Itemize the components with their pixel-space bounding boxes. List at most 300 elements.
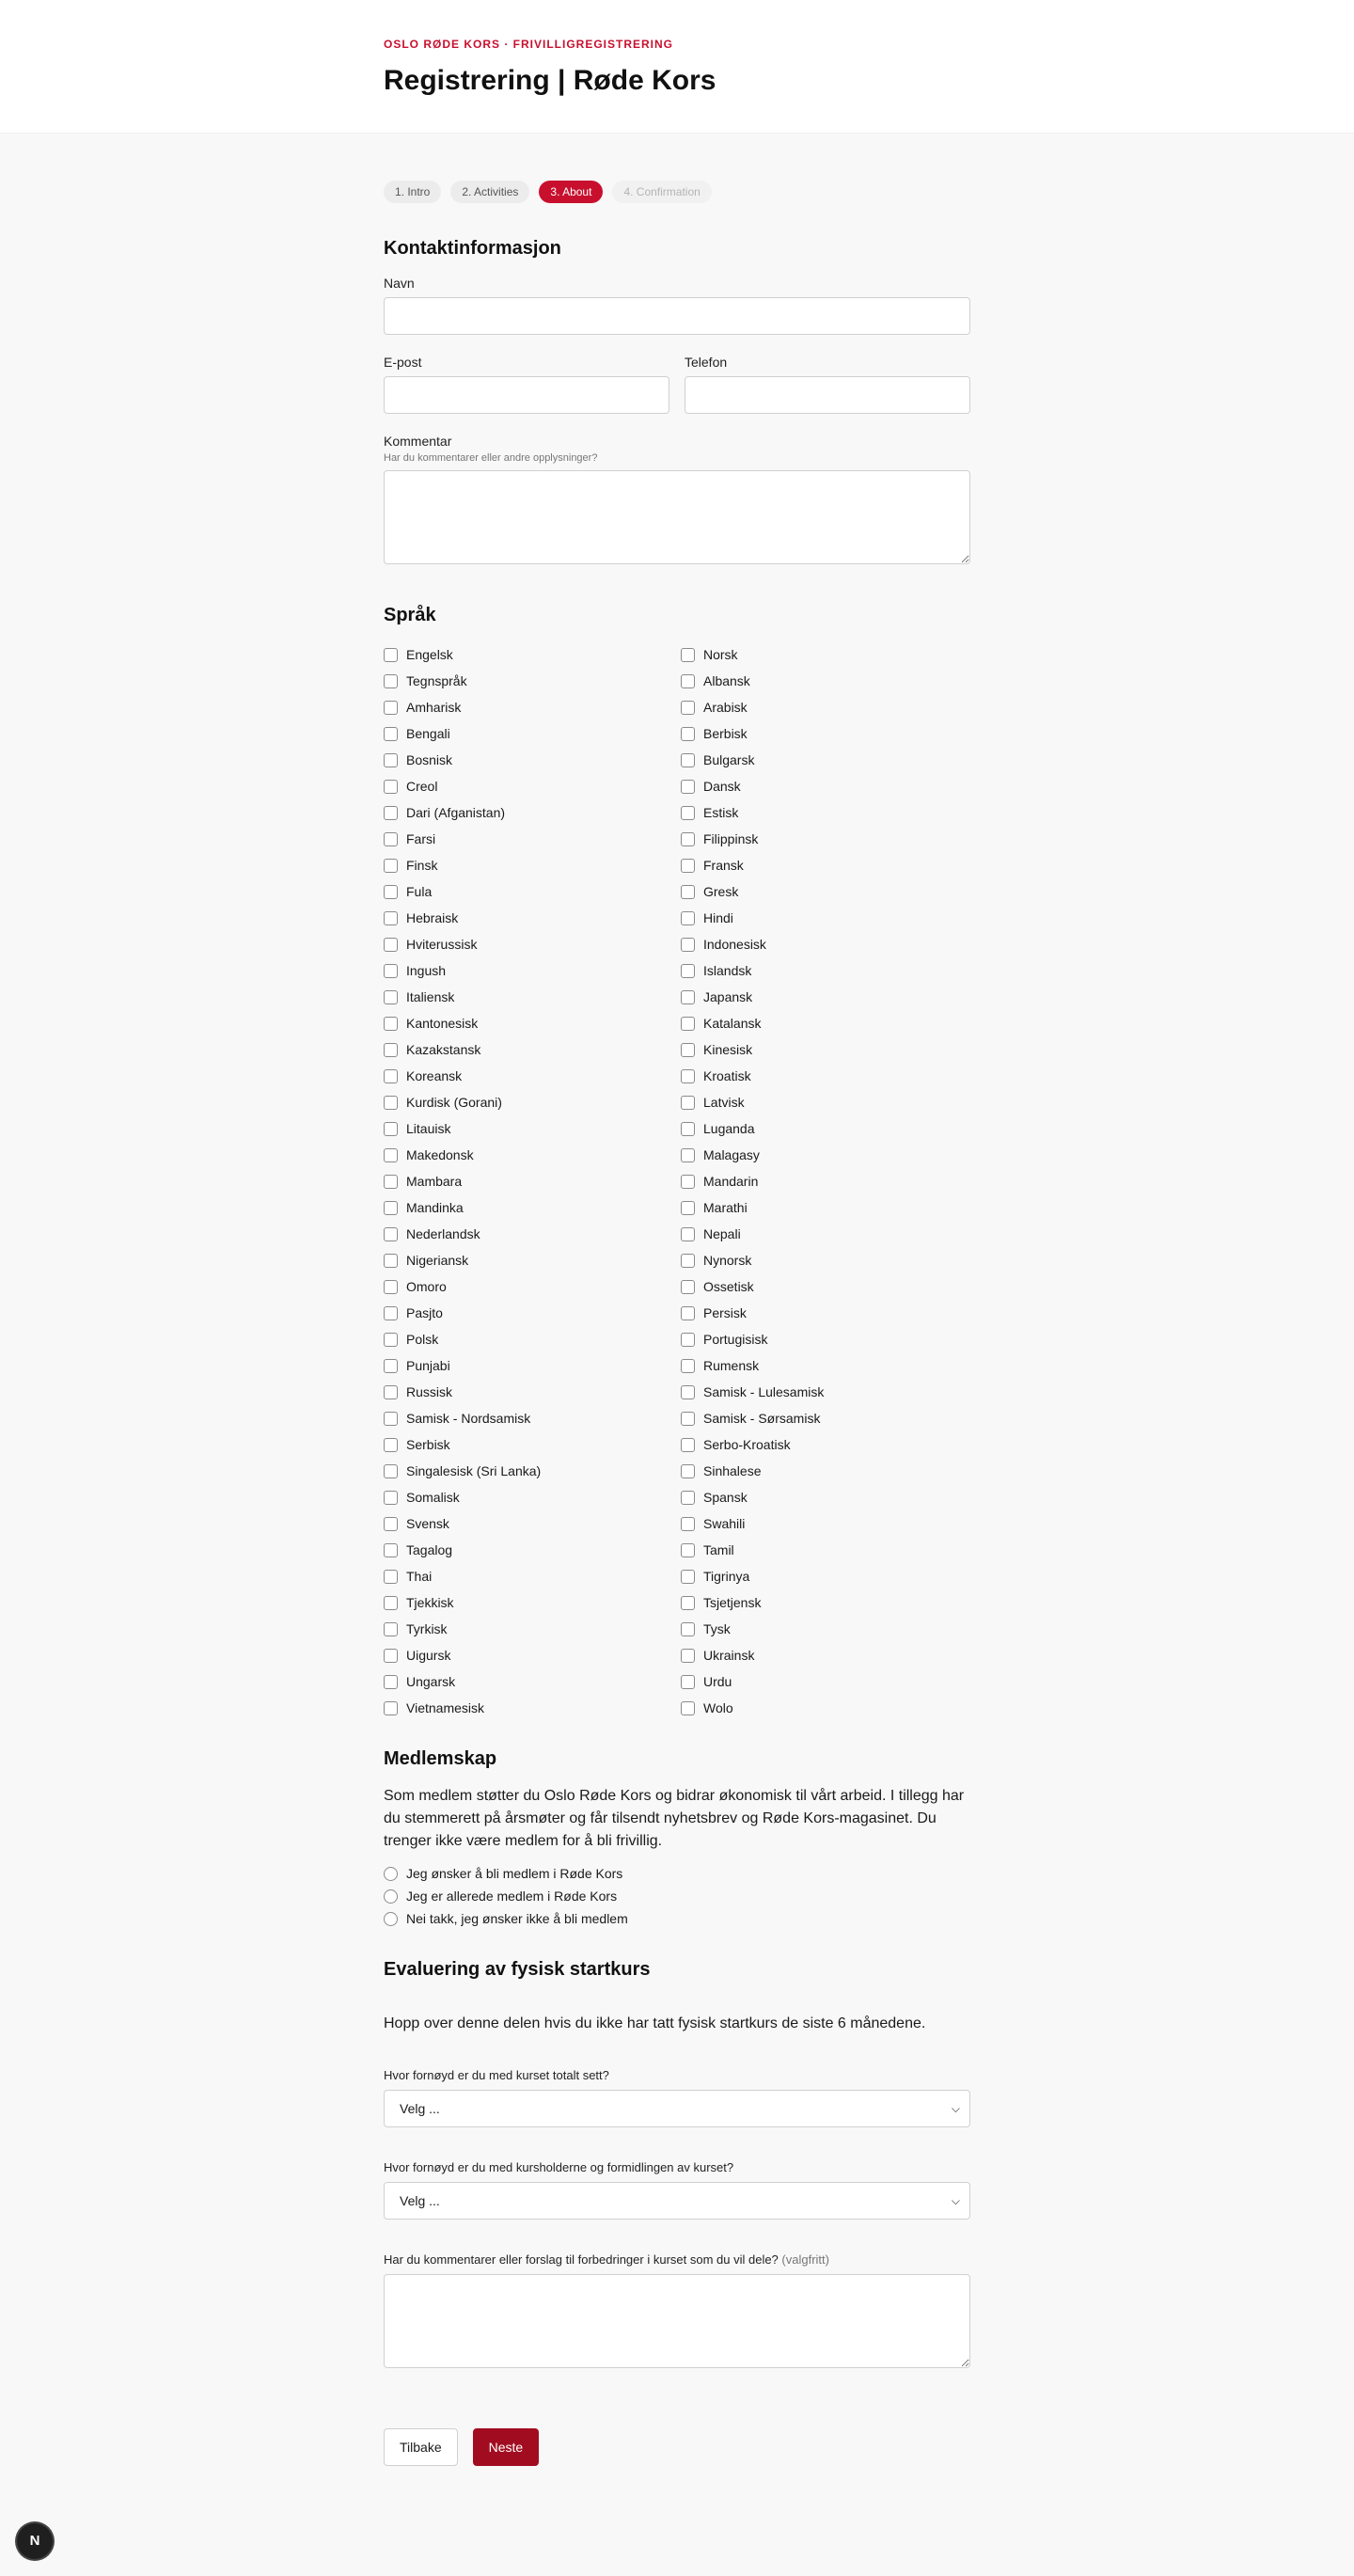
language-checkbox-item[interactable] bbox=[681, 878, 970, 905]
checkbox[interactable] bbox=[384, 753, 398, 767]
language-checkbox-item[interactable] bbox=[681, 1563, 970, 1589]
language-checkbox-item[interactable] bbox=[384, 1352, 681, 1379]
language-checkbox-item[interactable] bbox=[681, 852, 970, 878]
checkbox[interactable] bbox=[681, 1096, 695, 1110]
language-checkbox-item[interactable] bbox=[681, 1616, 970, 1642]
q2-select[interactable] bbox=[384, 2182, 970, 2220]
email-phone-row bbox=[384, 354, 970, 414]
checkbox-label: Serbo-Kroatisk bbox=[703, 1437, 791, 1452]
checkbox-label: Samisk - Lulesamisk bbox=[703, 1384, 825, 1399]
checkbox-label: Kinesisk bbox=[703, 1042, 753, 1057]
checkbox[interactable] bbox=[384, 1675, 398, 1689]
checkbox[interactable] bbox=[384, 1543, 398, 1557]
language-checkbox-item[interactable] bbox=[681, 1168, 970, 1194]
checkbox[interactable] bbox=[384, 1306, 398, 1320]
checkbox[interactable] bbox=[681, 1017, 695, 1031]
language-checkbox-item[interactable] bbox=[681, 1431, 970, 1458]
membership-option-join[interactable] bbox=[384, 1862, 970, 1885]
checkbox[interactable] bbox=[384, 1122, 398, 1136]
step-intro[interactable]: 1. Intro bbox=[384, 181, 441, 203]
language-checkbox-item[interactable] bbox=[384, 1194, 681, 1221]
checkbox-label: Persisk bbox=[703, 1305, 747, 1320]
q1-field-group bbox=[384, 2067, 970, 2127]
language-checkbox-item[interactable] bbox=[681, 1589, 970, 1616]
checkbox[interactable] bbox=[681, 1491, 695, 1505]
checkbox-label: Latvisk bbox=[703, 1095, 745, 1110]
membership-radio-group bbox=[384, 1862, 970, 1930]
checkbox[interactable] bbox=[681, 1517, 695, 1531]
language-checkbox-item[interactable] bbox=[384, 1036, 681, 1063]
radio-label: Jeg ønsker å bli medlem i Røde Kors bbox=[406, 1866, 623, 1881]
checkbox[interactable] bbox=[384, 1412, 398, 1426]
language-checkbox-item[interactable] bbox=[384, 1379, 681, 1405]
checkbox[interactable] bbox=[681, 1543, 695, 1557]
comment-field-group bbox=[384, 433, 970, 564]
languages-heading: Språk bbox=[384, 605, 436, 625]
checkbox[interactable] bbox=[681, 1043, 695, 1057]
checkbox-label: Nepali bbox=[703, 1226, 741, 1241]
checkbox[interactable] bbox=[384, 674, 398, 688]
back-button[interactable]: Tilbake bbox=[384, 2428, 458, 2466]
checkbox-label: Luganda bbox=[703, 1121, 755, 1136]
checkbox-label: Marathi bbox=[703, 1200, 748, 1215]
language-checkbox-item[interactable] bbox=[681, 1352, 970, 1379]
checkbox-label: Omoro bbox=[406, 1279, 447, 1294]
checkbox-label: Sinhalese bbox=[703, 1463, 762, 1478]
checkbox[interactable] bbox=[384, 1491, 398, 1505]
language-checkbox-item[interactable] bbox=[384, 747, 681, 773]
checkbox-label: Japansk bbox=[703, 989, 753, 1004]
q3-field-group bbox=[384, 2252, 970, 2368]
email-input[interactable] bbox=[384, 376, 669, 414]
membership-option-existing[interactable] bbox=[384, 1885, 970, 1907]
language-checkbox-item[interactable] bbox=[384, 1326, 681, 1352]
language-checkbox-item[interactable] bbox=[384, 668, 681, 694]
language-checkbox-item[interactable] bbox=[384, 1168, 681, 1194]
main-content bbox=[384, 181, 970, 2466]
checkbox[interactable] bbox=[681, 780, 695, 794]
checkbox[interactable] bbox=[384, 832, 398, 846]
checkbox[interactable] bbox=[681, 1385, 695, 1399]
checkbox-label: Tigrinya bbox=[703, 1569, 750, 1584]
checkbox-label: Tjekkisk bbox=[406, 1595, 454, 1610]
checkbox[interactable] bbox=[681, 1464, 695, 1478]
language-checkbox-item[interactable] bbox=[384, 694, 681, 720]
checkbox[interactable] bbox=[681, 1069, 695, 1083]
q3-label: Har du kommentarer eller forslag til forbedringer i kurset som du vil dele? bbox=[384, 2252, 779, 2267]
checkbox[interactable] bbox=[384, 1175, 398, 1189]
name-label: Navn bbox=[384, 276, 415, 291]
language-checkbox-item[interactable] bbox=[384, 720, 681, 747]
language-checkbox-item[interactable] bbox=[681, 957, 970, 984]
language-checkbox-item[interactable] bbox=[681, 1036, 970, 1063]
checkbox-label: Finsk bbox=[406, 858, 438, 873]
language-checkbox-item[interactable] bbox=[681, 1063, 970, 1089]
checkbox-label: Makedonsk bbox=[406, 1147, 474, 1162]
language-checkbox-item[interactable] bbox=[384, 878, 681, 905]
language-checkbox-item[interactable] bbox=[681, 984, 970, 1010]
checkbox-label: Fula bbox=[406, 884, 433, 899]
language-checkbox-item[interactable] bbox=[681, 1300, 970, 1326]
checkbox[interactable] bbox=[384, 780, 398, 794]
checkbox-label: Tegnspråk bbox=[406, 673, 467, 688]
checkbox-label: Ungarsk bbox=[406, 1674, 456, 1689]
checkbox[interactable] bbox=[384, 1517, 398, 1531]
checkbox-label: Kurdisk (Gorani) bbox=[406, 1095, 502, 1110]
checkbox[interactable] bbox=[681, 1649, 695, 1663]
checkbox[interactable] bbox=[681, 1148, 695, 1162]
checkbox-label: Nederlandsk bbox=[406, 1226, 480, 1241]
checkbox-label: Tsjetjensk bbox=[703, 1595, 762, 1610]
checkbox-label: Katalansk bbox=[703, 1016, 762, 1031]
checkbox[interactable] bbox=[681, 885, 695, 899]
checkbox[interactable] bbox=[681, 1227, 695, 1241]
language-checkbox-item[interactable] bbox=[681, 1142, 970, 1168]
checkbox[interactable] bbox=[384, 1069, 398, 1083]
checkbox-label: Vietnamesisk bbox=[406, 1700, 485, 1715]
checkbox[interactable] bbox=[384, 938, 398, 952]
language-checkbox-item[interactable] bbox=[681, 1642, 970, 1668]
checkbox-label: Tamil bbox=[703, 1542, 734, 1557]
q2-select-value: Velg ... bbox=[400, 2193, 440, 2208]
checkbox-label: Hindi bbox=[703, 910, 733, 925]
checkbox-label: Estisk bbox=[703, 805, 739, 820]
checkbox-label: Samisk - Nordsamisk bbox=[406, 1411, 531, 1426]
checkbox-label: Tyrkisk bbox=[406, 1621, 448, 1636]
checkbox-label: Hebraisk bbox=[406, 910, 459, 925]
checkbox-label: Koreansk bbox=[406, 1068, 463, 1083]
radio-circle[interactable] bbox=[384, 1867, 398, 1881]
language-checkbox-item[interactable] bbox=[681, 931, 970, 957]
language-checkbox-item[interactable] bbox=[681, 905, 970, 931]
checkbox[interactable] bbox=[681, 727, 695, 741]
email-label: E-post bbox=[384, 355, 422, 370]
checkbox-label: Tagalog bbox=[406, 1542, 453, 1557]
language-checkbox-item[interactable] bbox=[384, 1115, 681, 1142]
radio-label: Jeg er allerede medlem i Røde Kors bbox=[406, 1889, 618, 1904]
step-activities[interactable]: 2. Activities bbox=[450, 181, 529, 203]
checkbox-label: Samisk - Sørsamisk bbox=[703, 1411, 821, 1426]
language-checkbox-item[interactable] bbox=[384, 1142, 681, 1168]
checkbox-label: Kroatisk bbox=[703, 1068, 751, 1083]
checkbox-label: Engelsk bbox=[406, 647, 453, 662]
checkbox[interactable] bbox=[681, 1701, 695, 1715]
checkbox[interactable] bbox=[681, 1306, 695, 1320]
languages-checkbox-grid bbox=[384, 641, 970, 1721]
checkbox-label: Portugisisk bbox=[703, 1332, 768, 1347]
checkbox[interactable] bbox=[681, 1622, 695, 1636]
language-checkbox-item[interactable] bbox=[384, 1431, 681, 1458]
checkbox-label: Bosnisk bbox=[406, 752, 453, 767]
checkbox[interactable] bbox=[384, 911, 398, 925]
checkbox-label: Islandsk bbox=[703, 963, 752, 978]
checkbox[interactable] bbox=[384, 1017, 398, 1031]
checkbox-label: Somalisk bbox=[406, 1490, 460, 1505]
checkbox[interactable] bbox=[384, 859, 398, 873]
checkbox-label: Dari (Afganistan) bbox=[406, 805, 506, 820]
evaluation-intro: Hopp over denne delen hvis du ikke har tatt fysisk startkurs de siste 6 månedene. bbox=[384, 2015, 926, 2031]
language-checkbox-item[interactable] bbox=[681, 1326, 970, 1352]
language-checkbox-item[interactable] bbox=[384, 1063, 681, 1089]
q3-optional-tag: (valgfritt) bbox=[781, 2252, 829, 2267]
checkbox-label: Punjabi bbox=[406, 1358, 450, 1373]
language-checkbox-item[interactable] bbox=[384, 1300, 681, 1326]
checkbox-label: Spansk bbox=[703, 1490, 748, 1505]
checkbox[interactable] bbox=[681, 990, 695, 1004]
checkbox-label: Malagasy bbox=[703, 1147, 760, 1162]
step-about[interactable]: 3. About bbox=[539, 181, 603, 203]
checkbox-label: Bengali bbox=[406, 726, 450, 741]
q1-label: Hvor fornøyd er du med kurset totalt sett? bbox=[384, 2068, 609, 2082]
checkbox-label: Kantonesisk bbox=[406, 1016, 479, 1031]
checkbox[interactable] bbox=[384, 885, 398, 899]
checkbox[interactable] bbox=[681, 1175, 695, 1189]
checkbox-label: Albansk bbox=[703, 673, 750, 688]
checkbox[interactable] bbox=[384, 1438, 398, 1452]
language-checkbox-item[interactable] bbox=[384, 931, 681, 957]
checkbox[interactable] bbox=[681, 1412, 695, 1426]
checkbox[interactable] bbox=[681, 859, 695, 873]
language-checkbox-item[interactable] bbox=[681, 773, 970, 799]
q3-textarea[interactable] bbox=[384, 2274, 970, 2368]
checkbox-label: Rumensk bbox=[703, 1358, 760, 1373]
checkbox-label: Mandinka bbox=[406, 1200, 464, 1215]
page-title: Registrering | Røde Kors bbox=[384, 65, 716, 96]
checkbox-label: Creol bbox=[406, 779, 438, 794]
checkbox-label: Indonesisk bbox=[703, 937, 766, 952]
language-checkbox-item[interactable] bbox=[384, 905, 681, 931]
checkbox-label: Svensk bbox=[406, 1516, 449, 1531]
language-checkbox-item[interactable] bbox=[681, 694, 970, 720]
language-checkbox-item[interactable] bbox=[384, 1589, 681, 1616]
language-checkbox-item[interactable] bbox=[384, 1510, 681, 1537]
contact-heading: Kontaktinformasjon bbox=[384, 238, 561, 259]
checkbox[interactable] bbox=[384, 648, 398, 662]
q3-label-row bbox=[384, 2252, 970, 2268]
checkbox-label: Hviterussisk bbox=[406, 937, 478, 952]
comment-textarea[interactable] bbox=[384, 470, 970, 564]
language-checkbox-item[interactable] bbox=[681, 799, 970, 826]
checkbox-label: Dansk bbox=[703, 779, 741, 794]
checkbox-label: Amharisk bbox=[406, 700, 462, 715]
checkbox-label: Russisk bbox=[406, 1384, 453, 1399]
language-checkbox-item[interactable] bbox=[681, 1668, 970, 1695]
q2-label: Hvor fornøyd er du med kursholderne og formidlingen av kurset? bbox=[384, 2160, 734, 2174]
checkbox[interactable] bbox=[384, 1201, 398, 1215]
step-indicator bbox=[384, 181, 970, 203]
checkbox-label: Gresk bbox=[703, 884, 739, 899]
checkbox-label: Uigursk bbox=[406, 1648, 451, 1663]
checkbox[interactable] bbox=[384, 1148, 398, 1162]
q1-select-value: Velg ... bbox=[400, 2101, 440, 2116]
checkbox[interactable] bbox=[384, 1701, 398, 1715]
checkbox-label: Filippinsk bbox=[703, 831, 759, 846]
checkbox[interactable] bbox=[681, 753, 695, 767]
eyebrow-label: OSLO RØDE KORS · FRIVILLIGREGISTRERING bbox=[384, 38, 674, 51]
checkbox-label: Urdu bbox=[703, 1674, 732, 1689]
language-checkbox-item[interactable] bbox=[384, 984, 681, 1010]
language-checkbox-item[interactable] bbox=[681, 1115, 970, 1142]
language-checkbox-item[interactable] bbox=[384, 1221, 681, 1247]
checkbox-label: Mambara bbox=[406, 1174, 463, 1189]
language-checkbox-item[interactable] bbox=[681, 1089, 970, 1115]
checkbox[interactable] bbox=[681, 1201, 695, 1215]
language-checkbox-item[interactable] bbox=[681, 1695, 970, 1721]
language-checkbox-item[interactable] bbox=[681, 1273, 970, 1300]
checkbox[interactable] bbox=[384, 1280, 398, 1294]
checkbox[interactable] bbox=[681, 1570, 695, 1584]
checkbox[interactable] bbox=[681, 832, 695, 846]
checkbox[interactable] bbox=[681, 911, 695, 925]
checkbox[interactable] bbox=[384, 1649, 398, 1663]
language-checkbox-item[interactable] bbox=[681, 1379, 970, 1405]
dev-tools-badge[interactable]: N bbox=[17, 2523, 53, 2559]
checkbox[interactable] bbox=[681, 648, 695, 662]
checkbox[interactable] bbox=[681, 701, 695, 715]
checkbox[interactable] bbox=[681, 1675, 695, 1689]
checkbox-label: Fransk bbox=[703, 858, 744, 873]
membership-description: Som medlem støtter du Oslo Røde Kors og bidrar økonomisk til vårt arbeid. I tillegg har du stemmerett på årsmøter og får tilsendt nyhetsbrev og Røde Kors-magasinet. Du trenger ikke være medlem for å bli frivillig. bbox=[384, 1788, 965, 1849]
checkbox[interactable] bbox=[384, 1570, 398, 1584]
checkbox-label: Pasjto bbox=[406, 1305, 443, 1320]
language-checkbox-item[interactable] bbox=[681, 1510, 970, 1537]
q1-select[interactable] bbox=[384, 2090, 970, 2127]
language-checkbox-item[interactable] bbox=[384, 799, 681, 826]
checkbox-label: Tysk bbox=[703, 1621, 731, 1636]
checkbox[interactable] bbox=[384, 1254, 398, 1268]
comment-label: Kommentar bbox=[384, 434, 452, 449]
chevron-down-icon: ⌵ bbox=[951, 2194, 960, 2207]
phone-label: Telefon bbox=[685, 355, 728, 370]
checkbox[interactable] bbox=[384, 701, 398, 715]
language-checkbox-item[interactable] bbox=[681, 1194, 970, 1221]
checkbox[interactable] bbox=[681, 1438, 695, 1452]
checkbox[interactable] bbox=[384, 1043, 398, 1057]
language-checkbox-item[interactable] bbox=[681, 641, 970, 668]
step-confirmation: 4. Confirmation bbox=[612, 181, 711, 203]
checkbox-label: Ingush bbox=[406, 963, 447, 978]
language-checkbox-item[interactable] bbox=[384, 1405, 681, 1431]
name-input[interactable] bbox=[384, 297, 970, 335]
language-checkbox-item[interactable] bbox=[384, 1247, 681, 1273]
checkbox[interactable] bbox=[384, 964, 398, 978]
checkbox[interactable] bbox=[681, 674, 695, 688]
checkbox-label: Serbisk bbox=[406, 1437, 450, 1452]
language-checkbox-item[interactable] bbox=[384, 1458, 681, 1484]
evaluation-heading: Evaluering av fysisk startkurs bbox=[384, 1959, 651, 1980]
checkbox[interactable] bbox=[681, 1280, 695, 1294]
form-navigation bbox=[384, 2428, 970, 2466]
language-checkbox-item[interactable] bbox=[384, 773, 681, 799]
checkbox[interactable] bbox=[384, 806, 398, 820]
checkbox[interactable] bbox=[681, 938, 695, 952]
page-header bbox=[0, 0, 1354, 134]
language-checkbox-item[interactable] bbox=[384, 1273, 681, 1300]
membership-option-decline[interactable] bbox=[384, 1907, 970, 1930]
language-checkbox-item[interactable] bbox=[681, 826, 970, 852]
checkbox-label: Thai bbox=[406, 1569, 433, 1584]
language-checkbox-item[interactable] bbox=[384, 1484, 681, 1510]
checkbox[interactable] bbox=[384, 1596, 398, 1610]
language-checkbox-item[interactable] bbox=[384, 1089, 681, 1115]
radio-label: Nei takk, jeg ønsker ikke å bli medlem bbox=[406, 1911, 628, 1926]
checkbox[interactable] bbox=[384, 727, 398, 741]
checkbox[interactable] bbox=[384, 990, 398, 1004]
language-checkbox-item[interactable] bbox=[384, 1668, 681, 1695]
language-checkbox-item[interactable] bbox=[384, 1563, 681, 1589]
checkbox[interactable] bbox=[384, 1096, 398, 1110]
language-checkbox-item[interactable] bbox=[384, 826, 681, 852]
checkbox-label: Arabisk bbox=[703, 700, 748, 715]
checkbox[interactable] bbox=[681, 1596, 695, 1610]
language-checkbox-item[interactable] bbox=[681, 1484, 970, 1510]
next-button[interactable]: Neste bbox=[473, 2428, 540, 2466]
checkbox-label: Wolo bbox=[703, 1700, 733, 1715]
checkbox[interactable] bbox=[384, 1333, 398, 1347]
checkbox[interactable] bbox=[681, 1122, 695, 1136]
phone-input[interactable] bbox=[685, 376, 970, 414]
checkbox-label: Norsk bbox=[703, 647, 738, 662]
language-checkbox-item[interactable] bbox=[681, 1537, 970, 1563]
language-checkbox-item[interactable] bbox=[384, 1642, 681, 1668]
language-checkbox-item[interactable] bbox=[681, 1221, 970, 1247]
checkbox-label: Swahili bbox=[703, 1516, 746, 1531]
checkbox[interactable] bbox=[384, 1359, 398, 1373]
language-checkbox-item[interactable] bbox=[681, 1010, 970, 1036]
checkbox[interactable] bbox=[384, 1227, 398, 1241]
language-checkbox-item[interactable] bbox=[681, 1247, 970, 1273]
language-checkbox-item[interactable] bbox=[681, 720, 970, 747]
comment-hint: Har du kommentarer eller andre opplysninger? bbox=[384, 452, 598, 464]
checkbox-label: Singalesisk (Sri Lanka) bbox=[406, 1463, 542, 1478]
language-checkbox-item[interactable] bbox=[681, 668, 970, 694]
checkbox[interactable] bbox=[681, 806, 695, 820]
language-checkbox-item[interactable] bbox=[384, 1616, 681, 1642]
language-checkbox-item[interactable] bbox=[681, 747, 970, 773]
checkbox-label: Ossetisk bbox=[703, 1279, 754, 1294]
checkbox[interactable] bbox=[384, 1385, 398, 1399]
radio-circle[interactable] bbox=[384, 1912, 398, 1926]
language-checkbox-item[interactable] bbox=[681, 1405, 970, 1431]
checkbox-label: Ukrainsk bbox=[703, 1648, 755, 1663]
language-checkbox-item[interactable] bbox=[384, 641, 681, 668]
checkbox[interactable] bbox=[384, 1622, 398, 1636]
language-checkbox-item[interactable] bbox=[384, 852, 681, 878]
checkbox-label: Nynorsk bbox=[703, 1253, 752, 1268]
checkbox[interactable] bbox=[681, 1333, 695, 1347]
checkbox-label: Italiensk bbox=[406, 989, 455, 1004]
language-checkbox-item[interactable] bbox=[384, 1695, 681, 1721]
language-checkbox-item[interactable] bbox=[384, 957, 681, 984]
checkbox-label: Farsi bbox=[406, 831, 436, 846]
checkbox-label: Bulgarsk bbox=[703, 752, 755, 767]
radio-circle[interactable] bbox=[384, 1889, 398, 1904]
checkbox[interactable] bbox=[384, 1464, 398, 1478]
checkbox-label: Polsk bbox=[406, 1332, 439, 1347]
language-checkbox-item[interactable] bbox=[384, 1537, 681, 1563]
checkbox[interactable] bbox=[681, 1359, 695, 1373]
chevron-down-icon: ⌵ bbox=[951, 2102, 960, 2115]
checkbox-label: Nigeriansk bbox=[406, 1253, 469, 1268]
language-checkbox-item[interactable] bbox=[384, 1010, 681, 1036]
checkbox-label: Kazakstansk bbox=[406, 1042, 481, 1057]
language-checkbox-item[interactable] bbox=[681, 1458, 970, 1484]
checkbox-label: Berbisk bbox=[703, 726, 748, 741]
checkbox[interactable] bbox=[681, 1254, 695, 1268]
checkbox[interactable] bbox=[681, 964, 695, 978]
q2-field-group bbox=[384, 2159, 970, 2220]
checkbox-label: Litauisk bbox=[406, 1121, 451, 1136]
